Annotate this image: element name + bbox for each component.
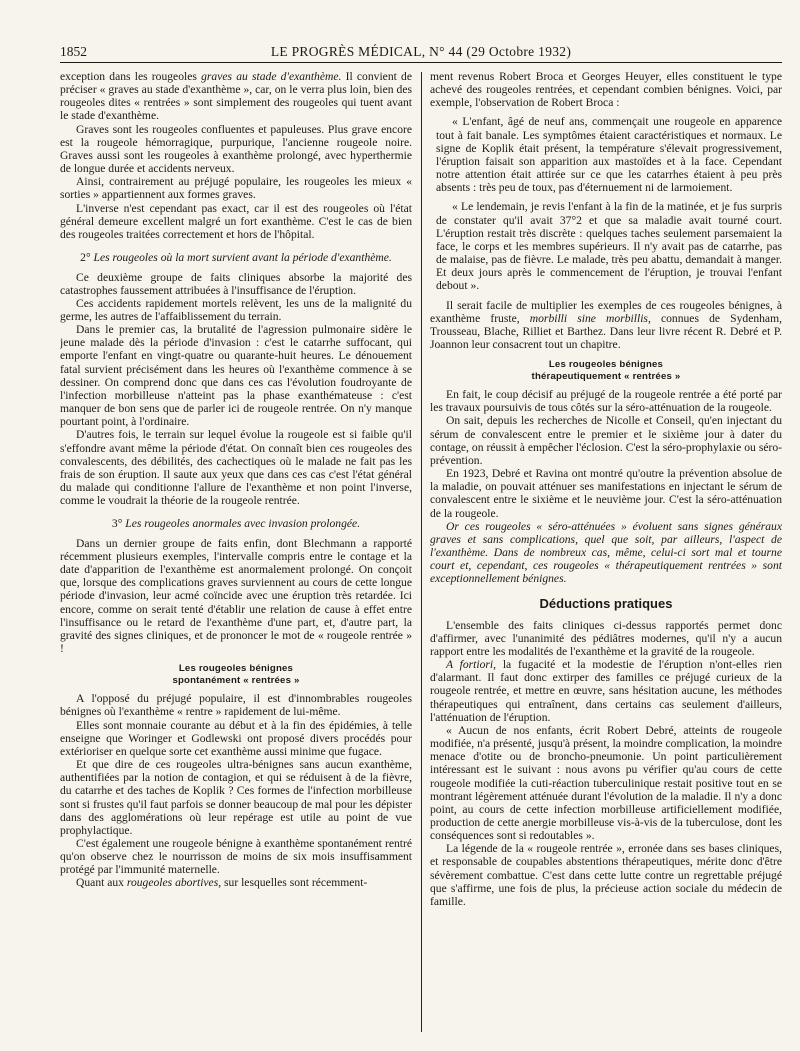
- running-header: [60, 44, 782, 63]
- paragraph: Il serait facile de multiplier les exemples de ces rougeoles bénignes, à exanthème fruste, morbilli sine morbillis, connues de Sydenham, Trousseau, Blache, Rilliet et Barthez. Dans leur livre récent R. Debré et P. Joannon leur consacrent tout un chapitre.: [430, 298, 782, 351]
- paragraph: La légende de la « rougeole rentrée », erronée dans ses bases cliniques, et responsable de coupables abstentions thérapeutiques, mérite donc d'être sévèrement combattue. C'est dans cette lutte contre un regrettable préjugé que s'affirme, une fois de plus, la précieuse action sociale du médecin de famille.: [430, 842, 782, 908]
- paragraph: Dans le premier cas, la brutalité de l'agression pulmonaire sidère le jeune malade dès la période d'invasion : c'est le catarrhe suffocant, qui emporte l'enfant en vingt-quatre ou quarante-huit heures. Le dénouement fatal survient précisément dans les heures où l'exanthème commence à se dessiner. On comprend donc que dans ces cas l'évolution foudroyante de l'infection morbilleuse n'atteint pas la phase exanthémateuse : c'est manquer de bon sens que de parler ici de rougeole rentrée. On n'y manque pourtant point, à l'ordinaire.: [60, 323, 412, 429]
- paragraph: ment revenus Robert Broca et Georges Heuyer, elles constituent le type achevé des rougeoles rentrées, et cependant combien bénignes. Voici, par exemple, l'observation de Robert Broca :: [430, 70, 782, 110]
- paragraph: L'inverse n'est cependant pas exact, car il est des rougeoles où l'état général demeure excellent malgré un fort exanthème. C'est le cas de bien des rougeoles traitées correctement et hors de l'hôpital.: [60, 201, 412, 241]
- paragraph: Quant aux rougeoles abortives, sur lesquelles sont récemment-: [76, 876, 368, 890]
- paragraph: D'autres fois, le terrain sur lequel évolue la rougeole est si faible qu'il s'effondre avant même la période d'état. On connaît bien ces rougeoles des convalescents, des débilités, des cachectiques où le malade ne fait pas les frais de son éruption. Il saute aux yeux que dans ces cas c'est l'état général du malade qui conditionne l'allure de l'exanthème et non point l'inverse, comme le voudrait la théorie de la rougeole rentrée.: [60, 428, 412, 508]
- section-heading: 2° Les rougeoles où la mort survient avant la période d'exanthème.: [80, 251, 392, 265]
- paragraph: A fortiori, la fugacité et la modestie de l'éruption n'ont-elles rien d'alarmant. Il faut donc extirper des familles ce préjugé curieux de la rougeole rentrée, et mettre en œuvre, sans hésitation aucune, les méthodes thérapeutiques qui entraînent, dans certains cas seulement d'ailleurs, l'atténuation de l'éruption.: [430, 658, 782, 724]
- paragraph: Graves sont les rougeoles confluentes et papuleuses. Plus grave encore est la rougeole hémorragique, purpurique, l'ancienne rougeole noire. Graves aussi sont les rougeoles à exanthème prolongé, avec hyperthermie de longue durée et accidents nerveux.: [60, 122, 412, 176]
- paragraph: Elles sont monnaie courante au début et à la fin des épidémies, à telle enseigne que Woringer et Godlewski ont proposé divers procédés pour extérioriser en quelque sorte cet exanthème aussi minime que fugace.: [60, 718, 412, 758]
- quotation: « L'enfant, âgé de neuf ans, commençait une rougeole en apparence tout à fait banale. Les symptômes étaient caractéristiques et normaux. Le signe de Koplik était présent, la température s'élevait progressivement, l'éruption faisait son apparition aux mastoïdes et à la face. Cependant notre attention était attirée sur ce que les catarrhes étaient à peu près absents : très peu de toux, pas d'éternuement ni de larmoiement.: [436, 115, 782, 195]
- subheading: Les rougeoles bénignes thérapeutiquement « rentrées »: [531, 359, 681, 383]
- paragraph: Et que dire de ces rougeoles ultra-bénignes sans aucun exanthème, authentifiées par la notion de contagion, et qui se réduisent à de la fièvre, du catarrhe et des taches de Koplik ? Ces formes de l'infection morbilleuse sont si frustes qu'il faut parfois se donner beaucoup de mal pour les dépister dans des agglomérations où leur repérage est utile au point de vue prophylactique.: [60, 758, 412, 837]
- paragraph: On sait, depuis les recherches de Nicolle et Conseil, qu'en injectant du sérum de convalescent entre le premier et le sixième jour à dater du contage, on réussit à empêcher l'éclosion. C'est la séro-prophylaxie ou séro-prévention.: [430, 414, 782, 467]
- paragraph: C'est également une rougeole bénigne à exanthème spontanément rentré qu'on observe chez le nourrisson de moins de six mois insuffisamment protégé par l'immunité maternelle.: [60, 836, 412, 877]
- section-heading: Déductions pratiques: [539, 596, 673, 612]
- paragraph: exception dans les rougeoles graves au stade d'exanthème. Il convient de préciser « graves au stade d'exanthème », car, on le verra plus loin, bien des rougeoles dites « rentrées » sont simplement des rougeoles qui tuent avant le stade d'exanthème.: [60, 70, 412, 123]
- paragraph: En 1923, Debré et Ravina ont montré qu'outre la prévention absolue de la maladie, on pouvait atténuer ses manifestations en injectant le sérum de convalescent entre le sixième et le neuvième jour. C'est la séro-atténuation de la rougeole.: [430, 467, 782, 520]
- paragraph: Ces accidents rapidement mortels relèvent, les uns de la malignité du germe, les autres de l'affaiblissement du terrain.: [60, 296, 412, 323]
- left-column: [60, 70, 412, 1030]
- paragraph: En fait, le coup décisif au préjugé de la rougeole rentrée a été porté par les travaux poursuivis de tous côtés sur la séro-atténuation de la rougeole.: [430, 388, 782, 415]
- column-divider: [421, 72, 422, 1032]
- section-heading: 3° Les rougeoles anormales avec invasion prolongée.: [111, 517, 361, 531]
- subheading: Les rougeoles bénignes spontanément « rentrées »: [172, 663, 300, 687]
- running-title: LE PROGRÈS MÉDICAL, N° 44 (29 Octobre 1932): [270, 44, 572, 59]
- paragraph: Or ces rougeoles « séro-atténuées » évoluent sans signes généraux graves et sans complications, quel que soit, par ailleurs, l'aspect de l'exanthème. Dans de nombreux cas, même, celui-ci sort mal et tourne court et, cependant, ces rougeoles « thérapeutiquement rentrées » sont exceptionnellement bénignes.: [430, 519, 782, 586]
- paragraph: Ce deuxième groupe de faits cliniques absorbe la majorité des catastrophes faussement attribuées à l'insuffisance de l'éruption.: [60, 270, 412, 297]
- paragraph: L'ensemble des faits cliniques ci-dessus rapportés permet donc d'affirmer, avec l'unanimité des pédiâtres modernes, qu'il n'y a aucun rapport entre les modalités de l'exanthème et la gravité de la rougeole.: [430, 618, 782, 658]
- paragraph: A l'opposé du préjugé populaire, il est d'innombrables rougeoles bénignes où l'exanthème « rentre » rapidement de lui-même.: [60, 692, 412, 719]
- right-column: [430, 70, 782, 1030]
- paragraph: Ainsi, contrairement au préjugé populaire, les rougeoles les mieux « sorties » appartiennent aux formes graves.: [60, 175, 412, 202]
- quotation: « Le lendemain, je revis l'enfant à la fin de la matinée, et je fus surpris de constater qu'il avait 37°2 et que sa maladie avait tourné court. L'éruption restait très discrète : quelques taches seulement parsemaient la face, le corps et les membres supérieurs. Il n'y avait pas de catarrhe, pas de malaise, pas de fièvre. Le malade, très peu abattu, demandait à manger. Et deux jours après le commencement de l'éruption, je trouvai l'enfant debout ».: [436, 200, 782, 293]
- page-number: 1852: [60, 44, 87, 59]
- paragraph: Dans un dernier groupe de faits enfin, dont Blechmann a rapporté récemment plusieurs exemples, l'intervalle compris entre le contage et la date d'apparition de l'exanthème est anormalement prolongé. On conçoit que, lorsque des complications graves surviennent au cours de cette longue période d'invasion, leur acmé coïncide avec une éruption très retardée. Ici encore, comme on serait tenté d'établir une relation de cause à effet entre l'insuffisance ou le retard de l'exanthème d'une part, et, d'autre part, la gravité des signes cliniques, et de prononcer le mot de « rougeole rentrée » !: [60, 536, 412, 656]
- quotation: « Aucun de nos enfants, écrit Robert Debré, atteints de rougeole modifiée, n'a présenté, jusqu'à présent, la moindre complication, la moindre menace d'otite ou de broncho-pneumonie. Un point particulièrement intéressant est le suivant : nous avons pu vérifier qu'au cours de cette rougeole modifiée la cuti-réaction tuberculinique restait positive tout en se montrant légèrement atténuée durant l'évolution de la maladie. Il n'y a donc point, au cours de cette infection morbilleuse artificiellement modifiée, production de cette anergie morbilleuse vis-à-vis de la tuberculose, dont les conséquences sont si redoutables ».: [430, 723, 782, 843]
